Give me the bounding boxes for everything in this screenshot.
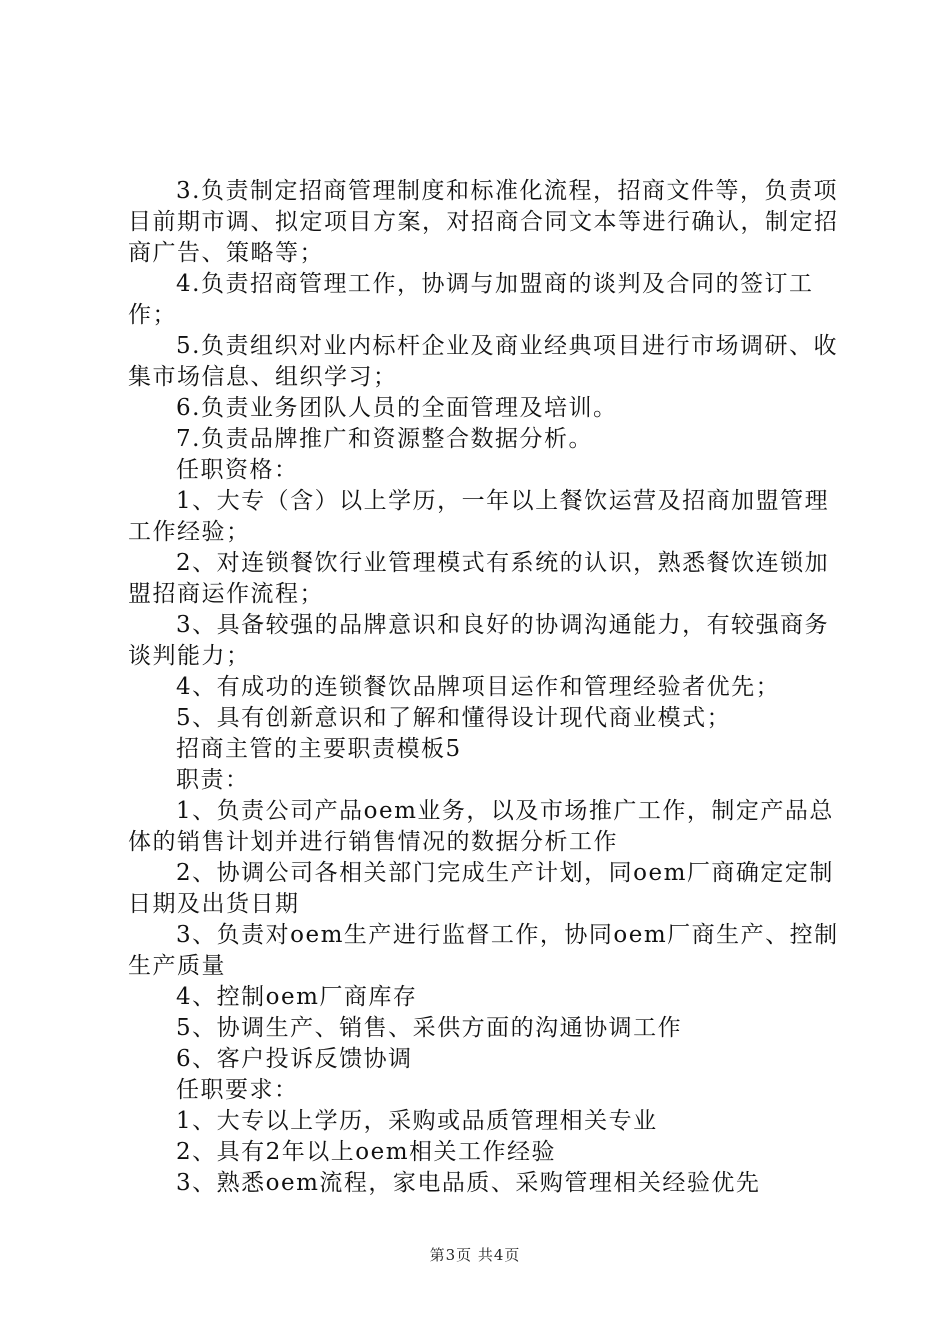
page-footer: 第3页 共4页 <box>429 1246 521 1264</box>
paragraph-oem-duty-3: 3、负责对oem生产进行监督工作，协同oem厂商生产、控制生产质量 <box>128 922 839 979</box>
paragraph-qualification-5: 5、具有创新意识和了解和懂得设计现代商业模式； <box>176 705 732 731</box>
paragraph-qualification-1: 1、大专（含）以上学历，一年以上餐饮运营及招商加盟管理工作经验； <box>128 488 830 545</box>
paragraph-qualification-2: 2、对连锁餐饮行业管理模式有系统的认识，熟悉餐饮连锁加盟招商运作流程； <box>128 550 830 607</box>
paragraph-duty-3: 3.负责制定招商管理制度和标准化流程，招商文件等，负责项目前期市调、拟定项目方案，对招商合同文本等进行确认，制定招商广告、策略等； <box>128 178 839 266</box>
section-heading-qualifications: 任职资格： <box>176 457 299 483</box>
paragraph-oem-duty-5: 5、协调生产、销售、采供方面的沟通协调工作 <box>176 1015 683 1041</box>
paragraph-duty-6: 6.负责业务团队人员的全面管理及培训。 <box>176 395 618 421</box>
paragraph-requirement-3: 3、熟悉oem流程，家电品质、采购管理相关经验优先 <box>176 1170 761 1196</box>
paragraph-oem-duty-6: 6、客户投诉反馈协调 <box>176 1046 413 1072</box>
document-body <box>128 176 848 1199</box>
section-heading-requirements: 任职要求： <box>176 1077 299 1103</box>
paragraph-oem-duty-1: 1、负责公司产品oem业务，以及市场推广工作，制定产品总体的销售计划并进行销售情况的数据分析工作 <box>128 798 834 855</box>
template-title: 招商主管的主要职责模板5 <box>176 736 462 762</box>
paragraph-duty-5: 5.负责组织对业内标杆企业及商业经典项目进行市场调研、收集市场信息、组织学习； <box>128 333 838 390</box>
paragraph-qualification-4: 4、有成功的连锁餐饮品牌项目运作和管理经验者优先； <box>176 674 781 700</box>
paragraph-requirement-1: 1、大专以上学历，采购或品质管理相关专业 <box>176 1108 658 1134</box>
paragraph-duty-4: 4.负责招商管理工作，协调与加盟商的谈判及合同的签订工作； <box>128 271 814 328</box>
paragraph-requirement-2: 2、具有2年以上oem相关工作经验 <box>176 1139 557 1165</box>
paragraph-qualification-3: 3、具备较强的品牌意识和良好的协调沟通能力，有较强商务谈判能力； <box>128 612 830 669</box>
section-heading-duties: 职责： <box>176 767 250 793</box>
paragraph-duty-7: 7.负责品牌推广和资源整合数据分析。 <box>176 426 593 452</box>
paragraph-oem-duty-2: 2、协调公司各相关部门完成生产计划，同oem厂商确定定制日期及出货日期 <box>128 860 834 917</box>
paragraph-oem-duty-4: 4、控制oem厂商库存 <box>176 984 418 1010</box>
